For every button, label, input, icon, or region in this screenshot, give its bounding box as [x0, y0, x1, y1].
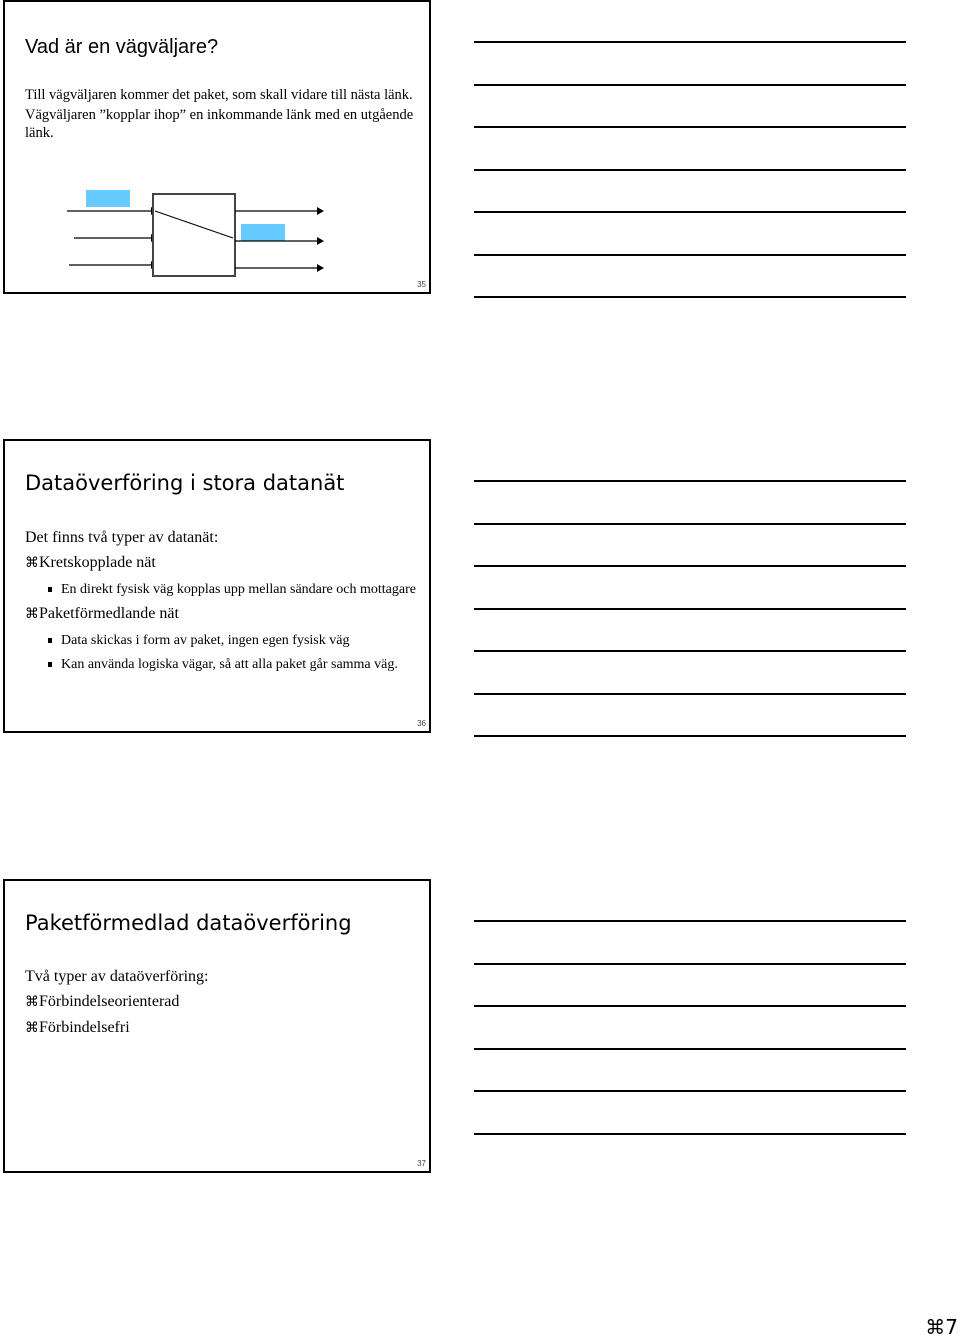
slide-title: Vad är en vägväljare? [25, 36, 219, 58]
sub-list-item: En direkt fysisk väg kopplas upp mellan sändare och mottagare [25, 579, 420, 600]
paragraph: Till vägväljaren kommer det paket, som skall vidare till nästa länk. [25, 87, 413, 103]
packet-out [241, 224, 285, 241]
slide-number: 36 [417, 719, 426, 728]
command-bullet-icon: ⌘ [25, 1020, 39, 1036]
slide-body [25, 526, 420, 675]
square-bullet-icon [48, 662, 52, 667]
slide-35 [3, 0, 431, 294]
list-item [25, 1015, 420, 1041]
list-item-label: Förbindelseorienterad [39, 993, 180, 1010]
intro-text: Två typer av dataöverföring: [25, 968, 209, 985]
router-diagram [61, 188, 331, 280]
sub-list-item: Kan använda logiska vägar, så att alla paket går samma väg. [25, 654, 420, 675]
command-icon: ⌘ [925, 1315, 946, 1339]
list-item [25, 601, 420, 627]
slide-body [25, 965, 420, 1041]
list-item [25, 550, 420, 576]
command-bullet-icon: ⌘ [25, 606, 39, 622]
list-item [25, 989, 420, 1015]
list-item-label: Förbindelsefri [39, 1019, 130, 1036]
slide-title: Paketförmedlad dataöverföring [25, 911, 352, 935]
list-item-label: Paketförmedlande nät [39, 605, 179, 622]
square-bullet-icon [48, 638, 52, 643]
slide-number: 35 [417, 280, 426, 289]
arrow-head [317, 237, 324, 245]
packet-in [86, 190, 130, 207]
square-bullet-icon [48, 587, 52, 592]
slide-title: Dataöverföring i stora datanät [25, 471, 345, 495]
list-item-label: Kretskopplade nät [39, 554, 156, 571]
command-bullet-icon: ⌘ [25, 555, 39, 571]
slide-body [25, 86, 420, 142]
slide-37 [3, 879, 431, 1173]
intro-text: Det finns två typer av datanät: [25, 529, 219, 546]
router-box [153, 194, 235, 276]
sub-list-item: Data skickas i form av paket, ingen egen fysisk väg [25, 630, 420, 651]
page-number: ⌘7 [925, 1315, 958, 1339]
command-bullet-icon: ⌘ [25, 994, 39, 1010]
arrow-head [317, 264, 324, 272]
arrow-head [317, 207, 324, 215]
slide-number: 37 [417, 1159, 426, 1168]
paragraph: Vägväljaren ”kopplar ihop” en inkommande länk med en utgående länk. [25, 107, 414, 141]
slide-36 [3, 439, 431, 733]
